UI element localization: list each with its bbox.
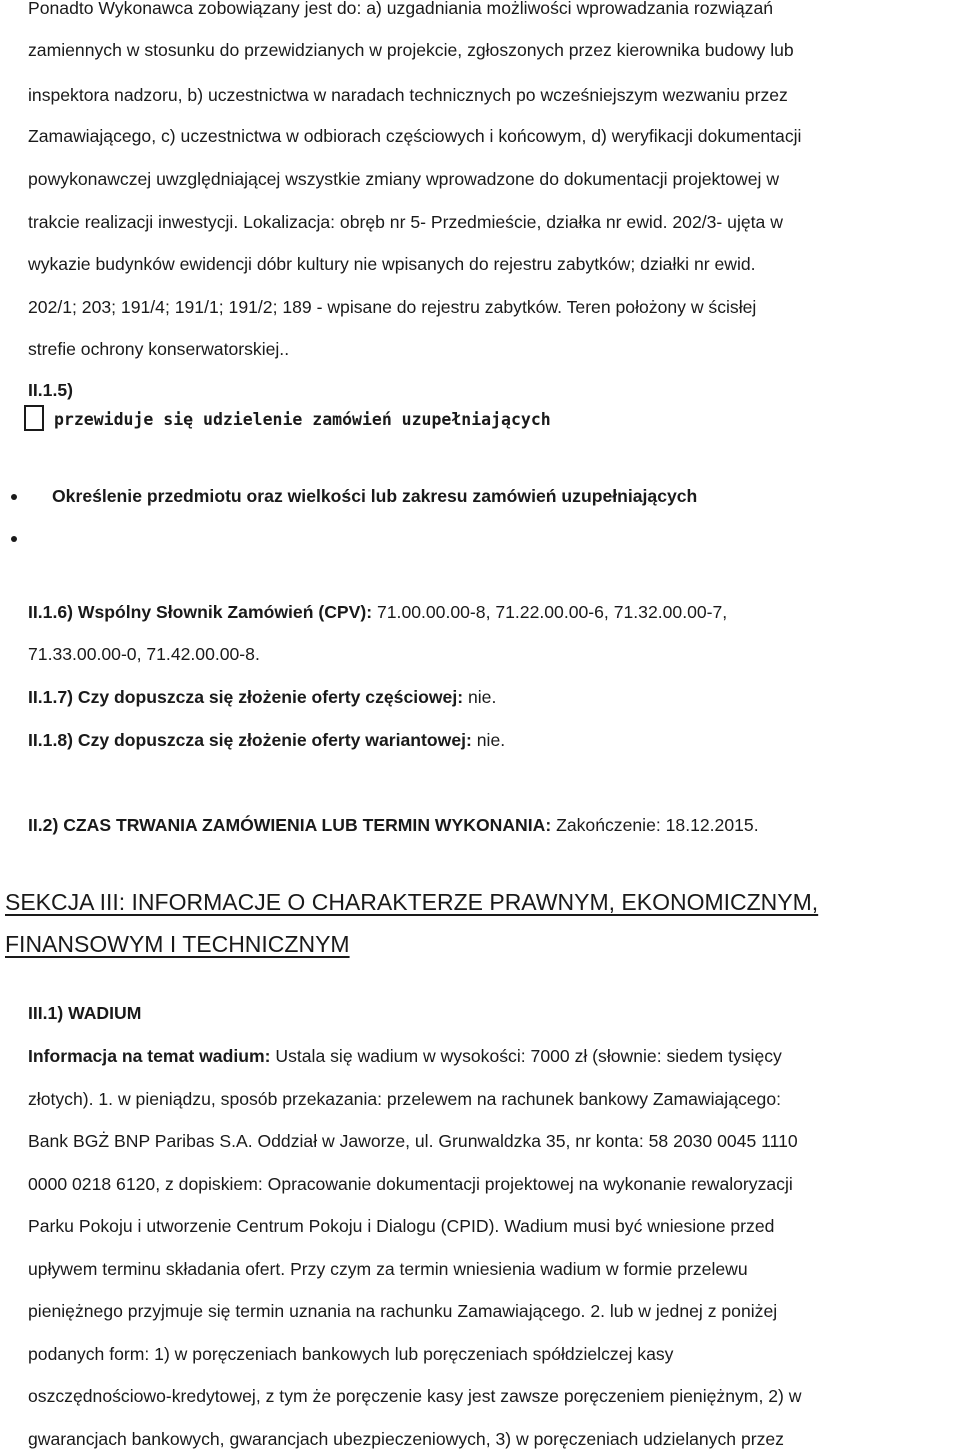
wadium-label: Informacja na temat wadium:	[28, 1046, 271, 1066]
text-line: 202/1; 203; 191/4; 191/1; 191/2; 189 - wpisane do rejestru zabytków. Teren położony w ścisłej	[28, 297, 757, 317]
section-label-II-1-8: II.1.8) Czy dopuszcza się złożenie oferty wariantowej:	[28, 730, 472, 750]
text-line: Ponadto Wykonawca zobowiązany jest do: a) uzgadniania możliwości wprowadzania rozwiązań	[28, 0, 774, 18]
text-line: Parku Pokoju i utworzenie Centrum Pokoju i Dialogu (CPID). Wadium musi być wniesione przed	[28, 1216, 775, 1236]
text-line: upływem terminu składania ofert. Przy czym za termin wniesienia wadium w formie przelewu	[28, 1259, 748, 1279]
cpv-codes: 71.00.00.00-8, 71.22.00.00-6, 71.32.00.00-7,	[372, 602, 728, 622]
bullet-icon	[11, 536, 17, 542]
text-line: inspektora nadzoru, b) uczestnictwa w naradach technicznych po wcześniejszym wezwaniu przez	[28, 85, 788, 105]
text-line: złotych). 1. w pieniądzu, sposób przekazania: przelewem na rachunek bankowy Zamawiającego:	[28, 1089, 782, 1109]
duration-value: Zakończenie: 18.12.2015.	[551, 815, 759, 835]
wadium-text: Ustala się wadium w wysokości: 7000 zł (słownie: siedem tysięcy	[270, 1046, 782, 1066]
checkbox-supplementary-orders[interactable]	[24, 405, 44, 431]
section-label-II-1-7: II.1.7) Czy dopuszcza się złożenie oferty częściowej:	[28, 687, 464, 707]
section-heading-continued: FINANSOWYM I TECHNICZNYM	[5, 931, 350, 957]
text-line: pieniężnego przyjmuje się termin uznania na rachunku Zamawiającego. 2. lub w jednej z poniżej	[28, 1301, 778, 1321]
text-line: Zamawiającego, c) uczestnictwa w odbiorach częściowych i końcowym, d) weryfikacji dokumentacji	[28, 126, 802, 146]
partial-offer-value: nie.	[463, 687, 497, 707]
variant-offer-value: nie.	[471, 730, 506, 750]
text-line: zamiennych w stosunku do przewidzianych w projekcie, zgłoszonych przez kierownika budowy lub	[28, 40, 794, 60]
text-line: oszczędnościowo-kredytowej, z tym że poręczenie kasy jest zawsze poręczeniem pieniężnym, 2) w	[28, 1386, 802, 1406]
partial-offer-line	[28, 686, 954, 708]
variant-offer-line	[28, 729, 954, 751]
text-line: strefie ochrony konserwatorskiej..	[28, 339, 290, 359]
text-line: podanych form: 1) w poręczeniach bankowych lub poręczeniach spółdzielczej kasy	[28, 1344, 674, 1364]
bullet-item-scope: Określenie przedmiotu oraz wielkości lub zakresu zamówień uzupełniających	[52, 486, 698, 506]
section-heading: SEKCJA III: INFORMACJE O CHARAKTERZE PRAWNYM, EKONOMICZNYM,	[5, 889, 819, 915]
cpv-line	[28, 601, 954, 623]
section-label-II-1-5: II.1.5)	[28, 380, 73, 400]
duration-line	[28, 814, 954, 836]
text-line: Bank BGŻ BNP Paribas S.A. Oddział w Jaworze, ul. Grunwaldzka 35, nr konta: 58 2030 0045 1110	[28, 1131, 798, 1151]
section-label-III-1: III.1) WADIUM	[28, 1003, 142, 1023]
wadium-first-line	[28, 1045, 954, 1067]
text-line: gwarancjach bankowych, gwarancjach ubezpieczeniowych, 3) w poręczeniach udzielanych przez	[28, 1429, 784, 1449]
text-line: wykazie budynków ewidencji dóbr kultury nie wpisanych do rejestru zabytków; działki nr ewid.	[28, 254, 756, 274]
text-line: 0000 0218 6120, z dopiskiem: Opracowanie dokumentacji projektowej na wykonanie rewaloryzacji	[28, 1174, 793, 1194]
section-label-II-2: II.2) CZAS TRWANIA ZAMÓWIENIA LUB TERMIN WYKONANIA:	[28, 815, 552, 835]
text-line: powykonawczej uwzględniającej wszystkie zmiany wprowadzone do dokumentacji projektowej w	[28, 169, 780, 189]
checkbox-label: przewiduje się udzielenie zamówień uzupełniających	[54, 410, 551, 429]
cpv-codes-continued: 71.33.00.00-0, 71.42.00.00-8.	[28, 644, 260, 664]
section-label-II-1-6: II.1.6) Wspólny Słownik Zamówień (CPV):	[28, 602, 373, 622]
text-line: trakcie realizacji inwestycji. Lokalizacja: obręb nr 5- Przedmieście, działka nr ewid. 202/3- ujęta w	[28, 212, 783, 232]
bullet-icon	[11, 494, 17, 500]
